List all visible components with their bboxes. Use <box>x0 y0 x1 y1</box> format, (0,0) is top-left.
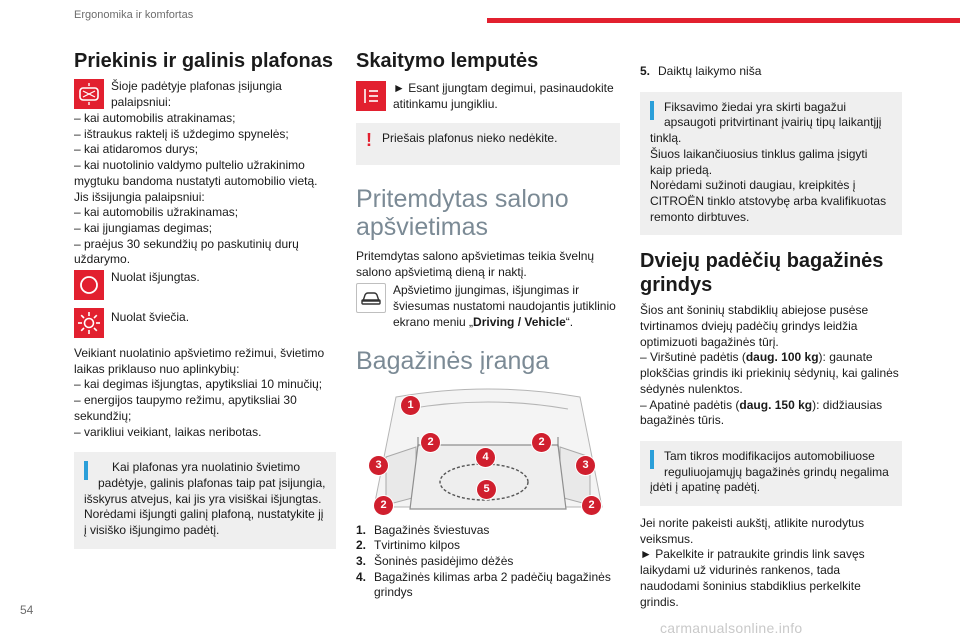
watermark: carmanualsonline.info <box>660 620 803 636</box>
instruction-step: ► Pakelkite ir patraukite grindis link savęs laikydami už vidurinės rankenos, tada naudodami šoninius stabdiklius perkelkite grindis. <box>640 547 865 609</box>
header-title: Ergonomika ir komfortas <box>74 9 194 21</box>
ambient-menu-block <box>356 283 620 330</box>
reading-lamp-text: ► Esant įjungtam degimui, pasinaudokite atitinkamu jungikliu. <box>393 81 614 111</box>
car-icon <box>356 283 386 313</box>
info-note-floor <box>640 441 902 506</box>
plafon-line: Jis išsijungia palaipsniui: <box>74 189 205 204</box>
warning-note-reading <box>356 123 620 165</box>
column-3 <box>640 50 902 610</box>
trunk-legend-list-cont <box>640 64 902 80</box>
info-bar-icon <box>650 101 654 120</box>
marker-2: 2 <box>421 432 440 452</box>
info-note-rings <box>640 92 902 236</box>
floor-description <box>640 303 902 429</box>
duration-line: – energijos taupymo režimu, apytiksliai 30 sekundžių; <box>74 393 297 423</box>
section-heading-plafonas: Priekinis ir galinis plafonas <box>74 50 333 72</box>
marker-1: 1 <box>401 395 420 415</box>
section-heading-two-level-floor: Dviejų padėčių bagažinės grindys <box>640 250 884 297</box>
page-number: 54 <box>20 603 34 617</box>
marker-2: 2 <box>532 432 551 452</box>
list-item: 1. Bagažinės šviestuvas <box>356 522 490 537</box>
plafon-auto-block <box>74 79 336 268</box>
header-accent-bar <box>487 18 960 23</box>
list-item: 4. Bagažinės kilimas arba 2 padėčių bagažinės grindys <box>356 569 611 600</box>
reading-lamp-icon <box>356 81 386 111</box>
plafon-line: – ištraukus raktelį iš uždegimo spynelės; <box>74 126 289 141</box>
info-note-plafon <box>74 452 336 549</box>
ambient-menu-path: Driving / Vehicle <box>473 314 566 329</box>
duration-line: – kai degimas išjungtas, apytiksliai 10 minučių; <box>74 377 323 392</box>
plafon-line: – kai atidaromos durys; <box>74 142 199 157</box>
reading-lamp-row <box>356 81 620 119</box>
marker-2: 2 <box>582 495 601 515</box>
marker-2: 2 <box>374 495 393 515</box>
note-text: Fiksavimo žiedai yra skirti bagažui apsaugoti pritvirtinant įvairių tipų laikantįjį tinklą. <box>650 99 882 146</box>
note-text: Kai plafonas yra nuolatinio švietimo padėtyje, galinis plafonas taip pat įsijungia, išskyrus atvejus, kai jis yra visiškai išjungtas. <box>84 460 326 506</box>
ambient-text: Pritemdytas salono apšvietimas teikia švelnų salono apšvietimą dieną ir naktį. <box>356 249 595 279</box>
ambient-menu-text-b: “. <box>565 314 574 329</box>
instruction-text: Jei norite pakeisti aukštį, atlikite nurodytus veiksmus. <box>640 516 865 546</box>
floor-instructions <box>640 516 902 610</box>
ceiling-light-door-icon <box>74 79 104 109</box>
section-heading-trunk: Bagažinės įranga <box>356 346 550 375</box>
plafon-off-row <box>74 270 336 306</box>
marker-4: 4 <box>476 447 495 467</box>
marker-3: 3 <box>576 455 595 475</box>
floor-text: Šios ant šoninių stabdiklių abiejose pusėse tvirtinamos dviejų padėčių grindys leidžia optimizuoti bagažinės tūrį. <box>640 303 869 349</box>
trunk-legend-list <box>356 523 620 602</box>
info-bar-icon <box>650 450 654 469</box>
note-text-2: Norėdami išjungti galinį plafoną, nustatykite jį į visiško išjungimo padėtį. <box>84 507 324 538</box>
plafon-line: – kai automobilis užrakinamas; <box>74 205 239 220</box>
duration-line: Veikiant nuolatinio apšvietimo režimui, švietimo laikas priklauso nuo aplinkybių: <box>74 346 325 376</box>
circle-off-icon <box>74 270 104 300</box>
warning-text: Priešais plafonus nieko nedėkite. <box>382 131 558 145</box>
note-text-2: Šiuos laikančiuosius tinklus galima įsigyti kaip priedą. <box>650 146 868 177</box>
warning-icon: ! <box>366 130 372 150</box>
floor-lower: – Apatinė padėtis (daug. 150 kg): didžiausias bagažinės tūris. <box>640 397 883 428</box>
list-item: 2. Tvirtinimo kilpos <box>356 538 461 553</box>
plafon-duration-block <box>74 346 336 440</box>
floor-upper: – Viršutinė padėtis (daug. 100 kg): gaunate plokščias grindis iki priekinių sėdynių, kai galinės sėdynės nulenktos. <box>640 350 899 396</box>
plafon-on-row <box>74 308 336 344</box>
column-2 <box>356 50 620 601</box>
sun-light-icon <box>74 308 104 338</box>
info-bar-icon <box>84 461 88 480</box>
marker-3: 3 <box>369 455 388 475</box>
section-heading-reading-lamps: Skaitymo lemputės <box>356 50 539 72</box>
plafon-line: – kai įjungiamas degimas; <box>74 220 213 235</box>
plafon-line: – praėjus 30 sekundžių po paskutinių durų uždarymo. <box>74 236 299 267</box>
note-text-3: Norėdami sužinoti daugiau, kreipkitės į CITROËN tinklo atstovybę arba kvalifikuotas remonto dirbtuves. <box>650 178 887 224</box>
section-heading-ambient: Pritemdytas salono apšvietimas <box>356 185 569 241</box>
ambient-menu-text-a: Apšvietimo įjungimas, išjungimas ir šviesumas nustatomi naudojantis jutiklinio ekrano meniu „ <box>393 283 616 329</box>
duration-line: – varikliui veikiant, laikas neribotas. <box>74 424 262 439</box>
note-text: Tam tikros modifikacijos automobiliuose reguliuojamųjų bagažinės grindų negalima įdėti į apatinę padėtį. <box>650 448 889 495</box>
plafon-off-text: Nuolat išjungtas. <box>111 270 200 285</box>
plafon-on-text: Nuolat šviečia. <box>111 310 190 325</box>
trunk-illustration <box>356 387 620 517</box>
column-1 <box>74 50 336 549</box>
list-item: 5. Daiktų laikymo niša <box>640 64 762 78</box>
marker-5: 5 <box>477 479 496 499</box>
plafon-line: – kai nuotolinio valdymo pultelio užrakinimo mygtuku bandoma nustatyti automobilio vietą. <box>74 158 318 188</box>
plafon-line: – kai automobilis atrakinamas; <box>74 111 236 125</box>
list-item: 3. Šoninės pasidėjimo dėžės <box>356 553 514 568</box>
plafon-auto-text: Šioje padėtyje plafonas įsijungia palaipsniui: <box>111 79 282 109</box>
